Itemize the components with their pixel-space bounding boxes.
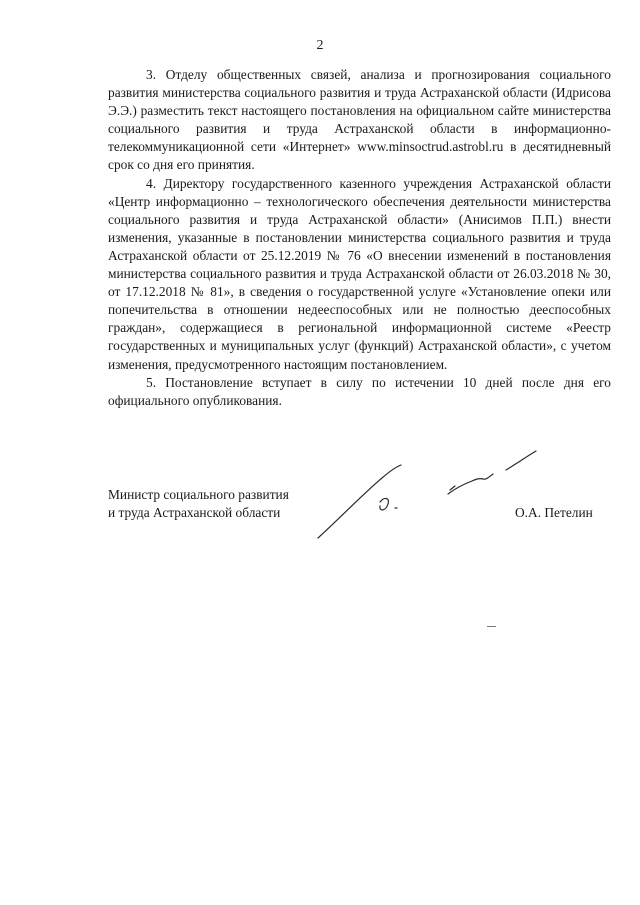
page-number: 2 [316, 38, 324, 53]
paragraph-4: 4. Директору государственного казенного учреждения Астраханской области «Центр информационно – технологического обеспечения деятельности министерства социального развития и труда Астраханской области» (Анисимов П.П.) внести изменения, указанные в постановлении министерства социального развития и труда Астраханской области от 25.12.2019 № 76 «О внесении изменений в постановления министерства социального развития и труда Астраханской области от 26.03.2018 № 30, от 17.12.2018 № 81», в сведения о государственной услуге «Установление опеки или попечительства в отношении недееспособных или не полностью дееспособных граждан», содержащиеся в региональной информационной системе «Реестр государственных и муниципальных услуг (функций) Астраханской области», с учетом изменения, предусмотренного настоящим постановлением. [108, 175, 611, 372]
paragraph-3: 3. Отделу общественных связей, анализа и прогнозирования социального развития министерства социального развития и труда Астраханской области (Идрисова Э.Э.) разместить текст настоящего постановления на официальном сайте министерства социального развития и труда Астраханской области в информационно-телекоммуникационной сети «Интернет» www.minsoctrud.astrobl.ru в десятидневный срок со дня его принятия. [108, 67, 611, 173]
document-body [108, 66, 611, 410]
handwritten-signature [300, 440, 560, 550]
signer-position-line-2: и труда Астраханской области [108, 505, 281, 521]
paragraph-5: 5. Постановление вступает в силу по истечении 10 дней после дня его официального опубликования. [108, 374, 611, 408]
signer-position-line-1: Министр социального развития [108, 487, 289, 502]
signer-position [108, 486, 289, 522]
stray-mark [487, 626, 496, 627]
signer-name: О.А. Петелин [515, 505, 593, 520]
